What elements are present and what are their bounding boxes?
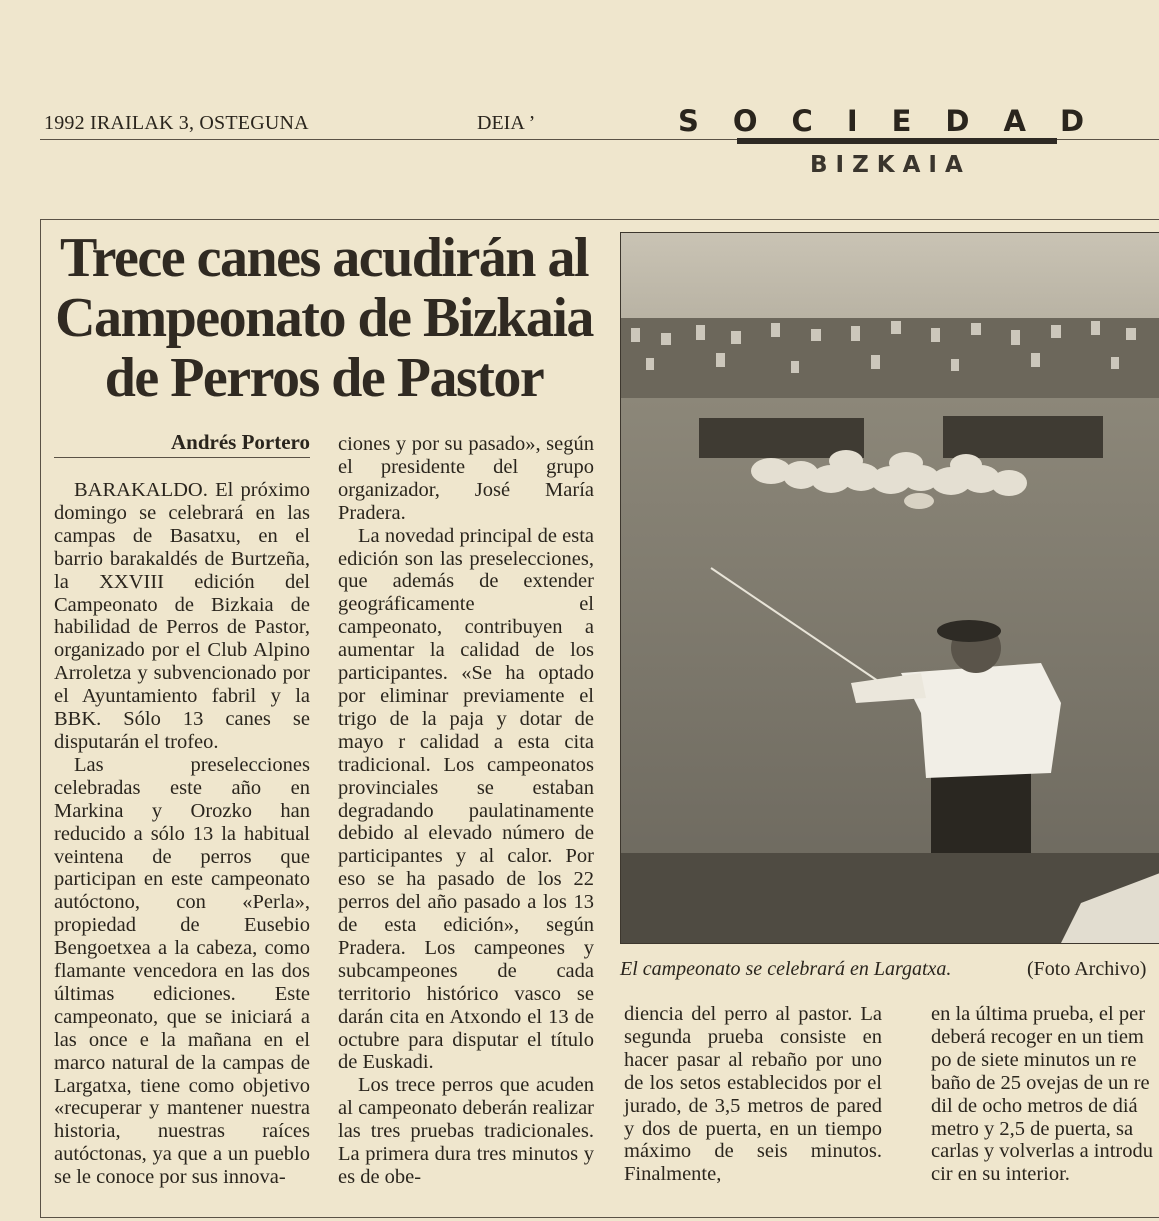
article-frame-bottom (40, 1217, 1159, 1218)
paragraph: BARAKALDO. El próximo domingo se celebrará en las campas de Basatxu, en el barrio barakaldés de Burtzeña, la XXVIII edición del Campeonato de Bizkaia de habilidad de Perros de Pastor, organizado por el Club Alpino Arroletza y subvencionado por el Ayuntamiento fabril y la BBK. Sólo 13 canes se disputarán el trofeo. (54, 479, 310, 753)
headline-line: Campeonato de Bizkaia (55, 287, 593, 349)
text-line: cir en su interior. (931, 1163, 1070, 1186)
headline (44, 228, 604, 408)
article-photo (620, 232, 1159, 944)
section-rule (737, 138, 1057, 144)
text-line: baño de 25 ovejas de un re (931, 1071, 1150, 1094)
text-line: en la última prueba, el per (931, 1003, 1146, 1025)
paragraph: diencia del perro al pastor. La segunda prueba consiste en hacer pasar al rebaño por uno de los setos establecidos por el jurado, de 3,5 metros de pared y dos de puerta, en un tiempo máximo de seis minutos. Finalmente, (624, 1003, 882, 1186)
article-column-2 (338, 433, 594, 1189)
headline-line: Trece canes acudirán al (59, 227, 588, 289)
text-line: deberá recoger en un tiem (931, 1025, 1144, 1048)
byline: Andrés Portero (171, 430, 310, 454)
headline-line: de Perros de Pastor (104, 347, 544, 409)
photo-caption: El campeonato se celebrará en Largatxa. (620, 958, 952, 980)
newspaper-name: DEIA ’ (477, 112, 536, 134)
text-line: metro y 2,5 de puerta, sa (931, 1117, 1134, 1140)
section-title: SOCIEDAD (678, 104, 1119, 138)
paragraph: ciones y por su pasado», según el presidente del grupo organizador, José María Pradera. (338, 433, 594, 524)
dog-trial-photo (621, 233, 1159, 943)
paragraph: La novedad principal de esta edición son las preselecciones, que además de extender geográficamente el campeonato, contribuyen a aumentar la calidad de los participantes. «Se ha optado por eliminar previamente el trigo de la paja y dotar de mayo r calidad a esta cita tradicional. Los campeonatos provinciales se estaban degradando paulatinamente debido al elevado número de participantes y al calor. Por eso se ha pasado de los 22 perros del año pasado a los 13 de esta edición», según Pradera. Los campeones y subcampeones de cada territorio histórico vasco se darán cita en Atxondo el 13 de octubre para disputar el título de Euskadi. (338, 524, 594, 1074)
issue-date: 1992 IRAILAK 3, OSTEGUNA (44, 112, 309, 134)
byline-rule (54, 457, 310, 458)
text-line: carlas y volverlas a introdu (931, 1140, 1154, 1163)
text-line: dil de ocho metros de diá (931, 1094, 1138, 1117)
article-frame-top (40, 219, 1159, 220)
subsection-title: BIZKAIA (810, 152, 971, 178)
article-column-4 (911, 1003, 1159, 1186)
paragraph: Las preselecciones celebradas este año en Markina y Orozko han reducido a sólo 13 la habitual veintena de perros que participan en este campeonato autóctono, con «Perla», propiedad de Eusebio Bengoetxea a la cabeza, como flamante vencedora en las dos últimas ediciones. Este campeonato, que se iniciará a las once e la mañana en el marco natural de la campas de Largatxa, tiene como objetivo «recuperar y mantener nuestra historia, nuestras raíces autóctonas, ya que a un pueblo se le conoce por sus innova- (54, 753, 310, 1189)
photo-caption-area (620, 958, 1159, 981)
photo-credit: (Foto Archivo) (1027, 958, 1147, 980)
text-line: po de siete minutos un re (931, 1048, 1137, 1071)
article-column-3 (624, 1003, 882, 1186)
article-frame-left (40, 219, 41, 1218)
article-column-1 (54, 479, 310, 1189)
paragraph: Los trece perros que acuden al campeonato deberán realizar las tres pruebas tradicionales. La primera dura tres minutos y es de obe- (338, 1074, 594, 1188)
